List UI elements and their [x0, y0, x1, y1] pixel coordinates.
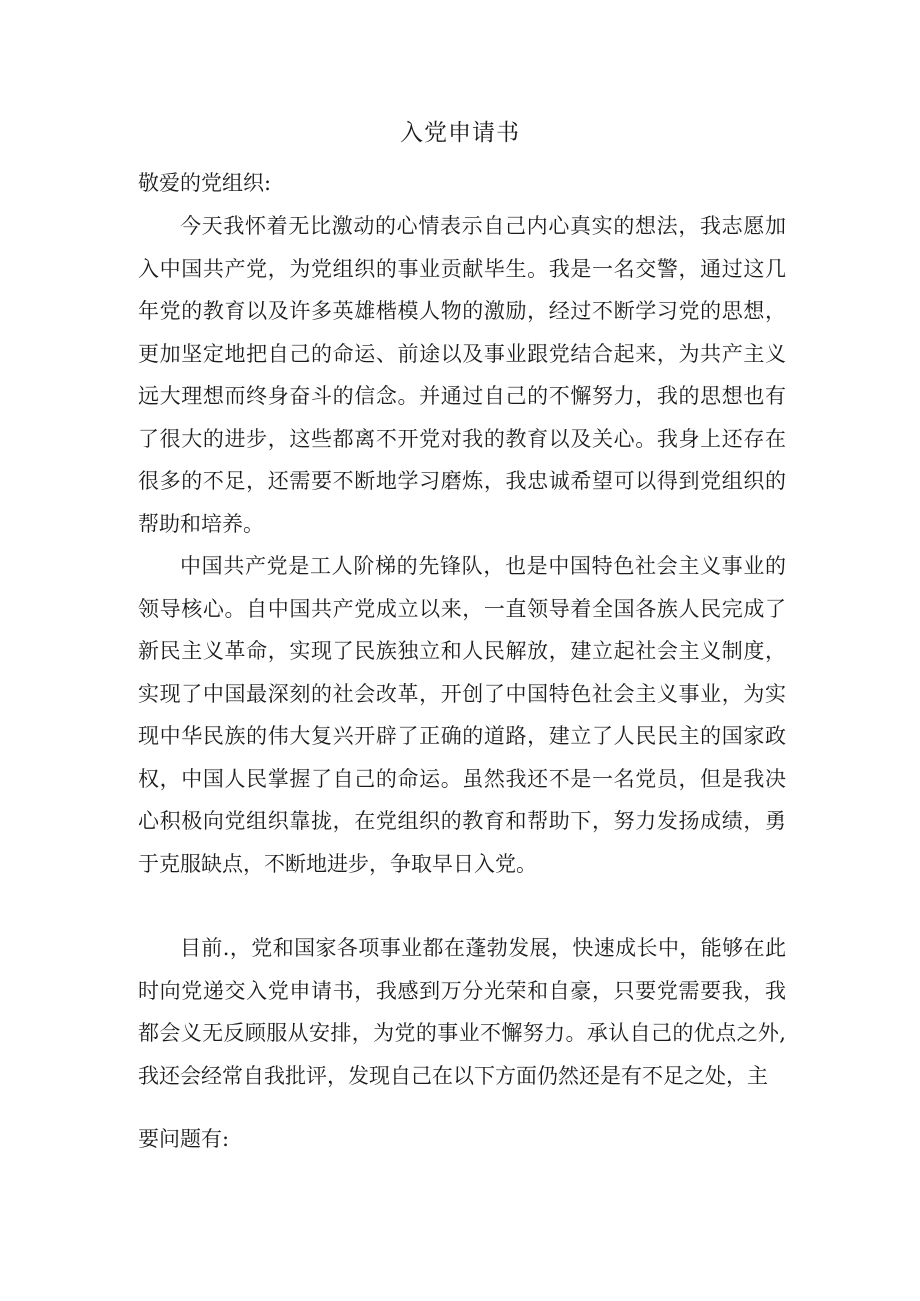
body-paragraph-3: 目前.，党和国家各项事业都在蓬勃发展，快速成长中，能够在此时向党递交入党申请书，我感到万分光荣和自豪，只要党需要我，我都会义无反顾服从安排，为党的事业不懈努力。承认自己的优点之外,我还会经常自我批评，发现自己在以下方面仍然还是有不足之处，主: [138, 936, 786, 1088]
document-title: 入党申请书: [400, 120, 520, 146]
body-paragraph-2: 中国共产党是工人阶梯的先锋队，也是中国特色社会主义事业的领导核心。自中国共产党成立以来，一直领导着全国各族人民完成了新民主义革命，实现了民族独立和人民解放，建立起社会主义制度，实现了中国最深刻的社会改革，开创了中国特色社会主义事业，为实现中华民族的伟大复兴开辟了正确的道路，建立了人民民主的国家政权，中国人民掌握了自己的命运。虽然我还不是一名党员，但是我决心积极向党组织靠拢，在党组织的教育和帮助下，努力发扬成绩，勇于克服缺点，不断地进步，争取早日入党。: [138, 554, 786, 876]
body-paragraph-1: 今天我怀着无比激动的心情表示自己内心真实的想法，我志愿加入中国共产党，为党组织的事业贡献毕生。我是一名交警，通过这几年党的教育以及许多英雄楷模人物的激励，经过不断学习党的思想，更加坚定地把自己的命运、前途以及事业跟党结合起来，为共产主义远大理想而终身奋斗的信念。并通过自己的不懈努力，我的思想也有了很大的进步，这些都离不开党对我的教育以及关心。我身上还存在很多的不足，还需要不断地学习磨炼，我忠诚希望可以得到党组织的帮助和培养。: [138, 214, 786, 536]
salutation: 敬爱的党组织:: [138, 171, 272, 195]
closing-line: 要问题有:: [138, 1127, 230, 1151]
